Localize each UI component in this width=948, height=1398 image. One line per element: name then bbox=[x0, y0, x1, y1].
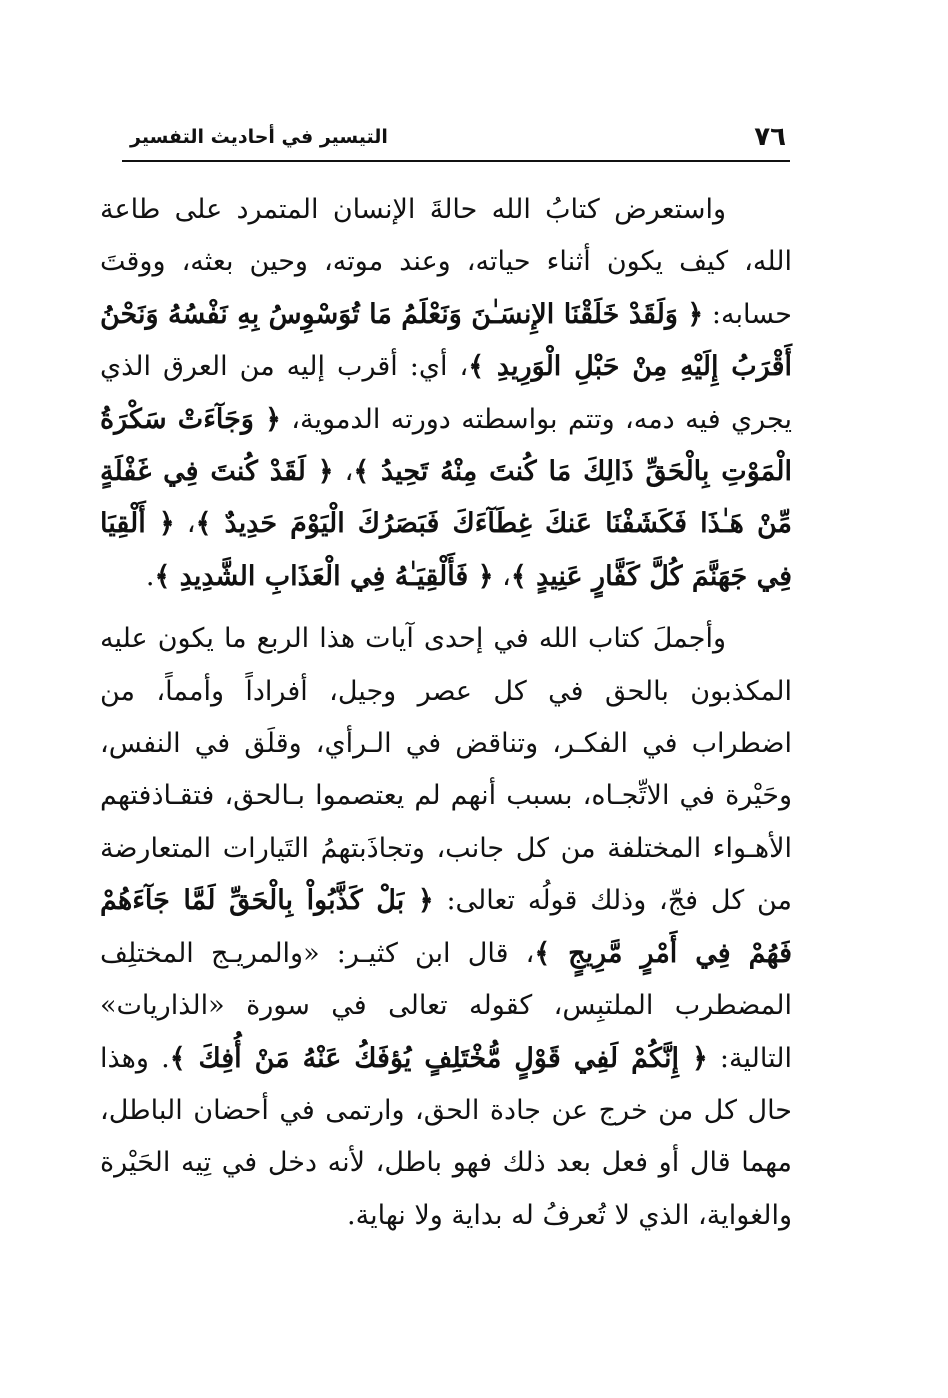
text-segment: ، قال ابن كثيـر: «والمريـج المختلِف المضطرب الملتبِس، كقوله تعالى في سورة «الذاريات» التالية: bbox=[100, 937, 792, 1074]
text-segment: . bbox=[145, 560, 155, 592]
text-segment: واستعرض كتابُ الله حالةَ الإنسان المتمرد على طاعة الله، كيف يكون أثناء حياته، وعند موته، وحين بعثه، ووقتَ حسابه: bbox=[100, 194, 792, 330]
text-segment: ، أي: أقرب إليه من العرق الذي يجري فيه دمه، وتتم بواسطته دورته الدموية، bbox=[100, 351, 792, 435]
text-segment: ، bbox=[174, 508, 196, 540]
text-segment: . وهذا حال كل من خرج عن جادة الحق، وارتمى في أحضان الباطل، مهما قال أو فعل بعد ذلك فهو باطل، لأنه دخل في تِيه الحَيْرة والغواية، الذي لا تُعرفُ له بداية ولا نهاية. bbox=[100, 1042, 792, 1231]
paragraph-1 bbox=[100, 184, 792, 603]
text-segment: ، bbox=[333, 456, 354, 488]
text-segment: ، bbox=[493, 560, 511, 592]
quran-verse: ﴿ وَجَآءَتْ سَكْرَةُ الْمَوْتِ بِالْحَقِّ ذَالِكَ مَا كُنتَ مِنْهُ تَحِيدُ ﴾ bbox=[100, 403, 792, 488]
quran-verse: ﴿ بَلْ كَذَّبُواْ بِالْحَقِّ لَمَّا جَآءَهُمْ فَهُمْ فِي أَمْرٍ مَّرِيجٍ ﴾ bbox=[100, 885, 792, 969]
quran-verse: ﴿ لَقَدْ كُنتَ فِي غَفْلَةٍ مِّنْ هَـٰذَا فَكَشَفْنَا عَنكَ غِطَآءَكَ فَبَصَرُكَ الْيَوْمَ حَدِيدٌ ﴾ bbox=[100, 456, 793, 540]
text-segment: وأجملَ كتاب الله في إحدى آيات هذا الربع ما يكون عليه المكذبون بالحق في كل عصر وجيل، أفراداً وأمماً، من اضطراب في الفكـر، وتناقض في الـرأي، وقلَق في النفس، وحَيْرة في الاتِّجـاه، بسبب أنهم لم يعتصموا بـالحق، فتقـاذفتهم الأهـواء المختلفة من كل جانب، وتجاذَبتهمُ التَيارات المتعارضة من كل فجّ، وذلك قولُه تعالى: bbox=[100, 623, 793, 917]
quran-verse: ﴿ أَلْقِيَا فِي جَهَنَّمَ كُلَّ كَفَّارٍ عَنِيدٍ ﴾ bbox=[100, 508, 792, 592]
body-text bbox=[100, 184, 792, 1242]
running-header bbox=[122, 118, 790, 162]
quran-verse: ﴿ فَأَلْقِيَـٰهُ فِي الْعَذَابِ الشَّدِيدِ ﴾ bbox=[154, 560, 494, 592]
quran-verse: ﴿ إِنَّكُمْ لَفِي قَوْلٍ مُّخْتَلِفٍ يُؤفَكُ عَنْهُ مَنْ أُفِكَ ﴾ bbox=[169, 1042, 708, 1074]
paragraph-2 bbox=[100, 613, 792, 1242]
page-number: ٧٦ bbox=[754, 122, 786, 152]
quran-verse: ﴿ وَلَقَدْ خَلَقْنَا الإِنسَـٰنَ وَنَعْلَمُ مَا تُوَسْوِسُ بِهِ نَفْسُهُ وَنَحْنُ أَقْرَبُ إِلَيْهِ مِنْ حَبْلِ الْوَرِيدِ ﴾ bbox=[100, 298, 792, 383]
book-title: التيسير في أحاديث التفسير bbox=[130, 126, 388, 148]
